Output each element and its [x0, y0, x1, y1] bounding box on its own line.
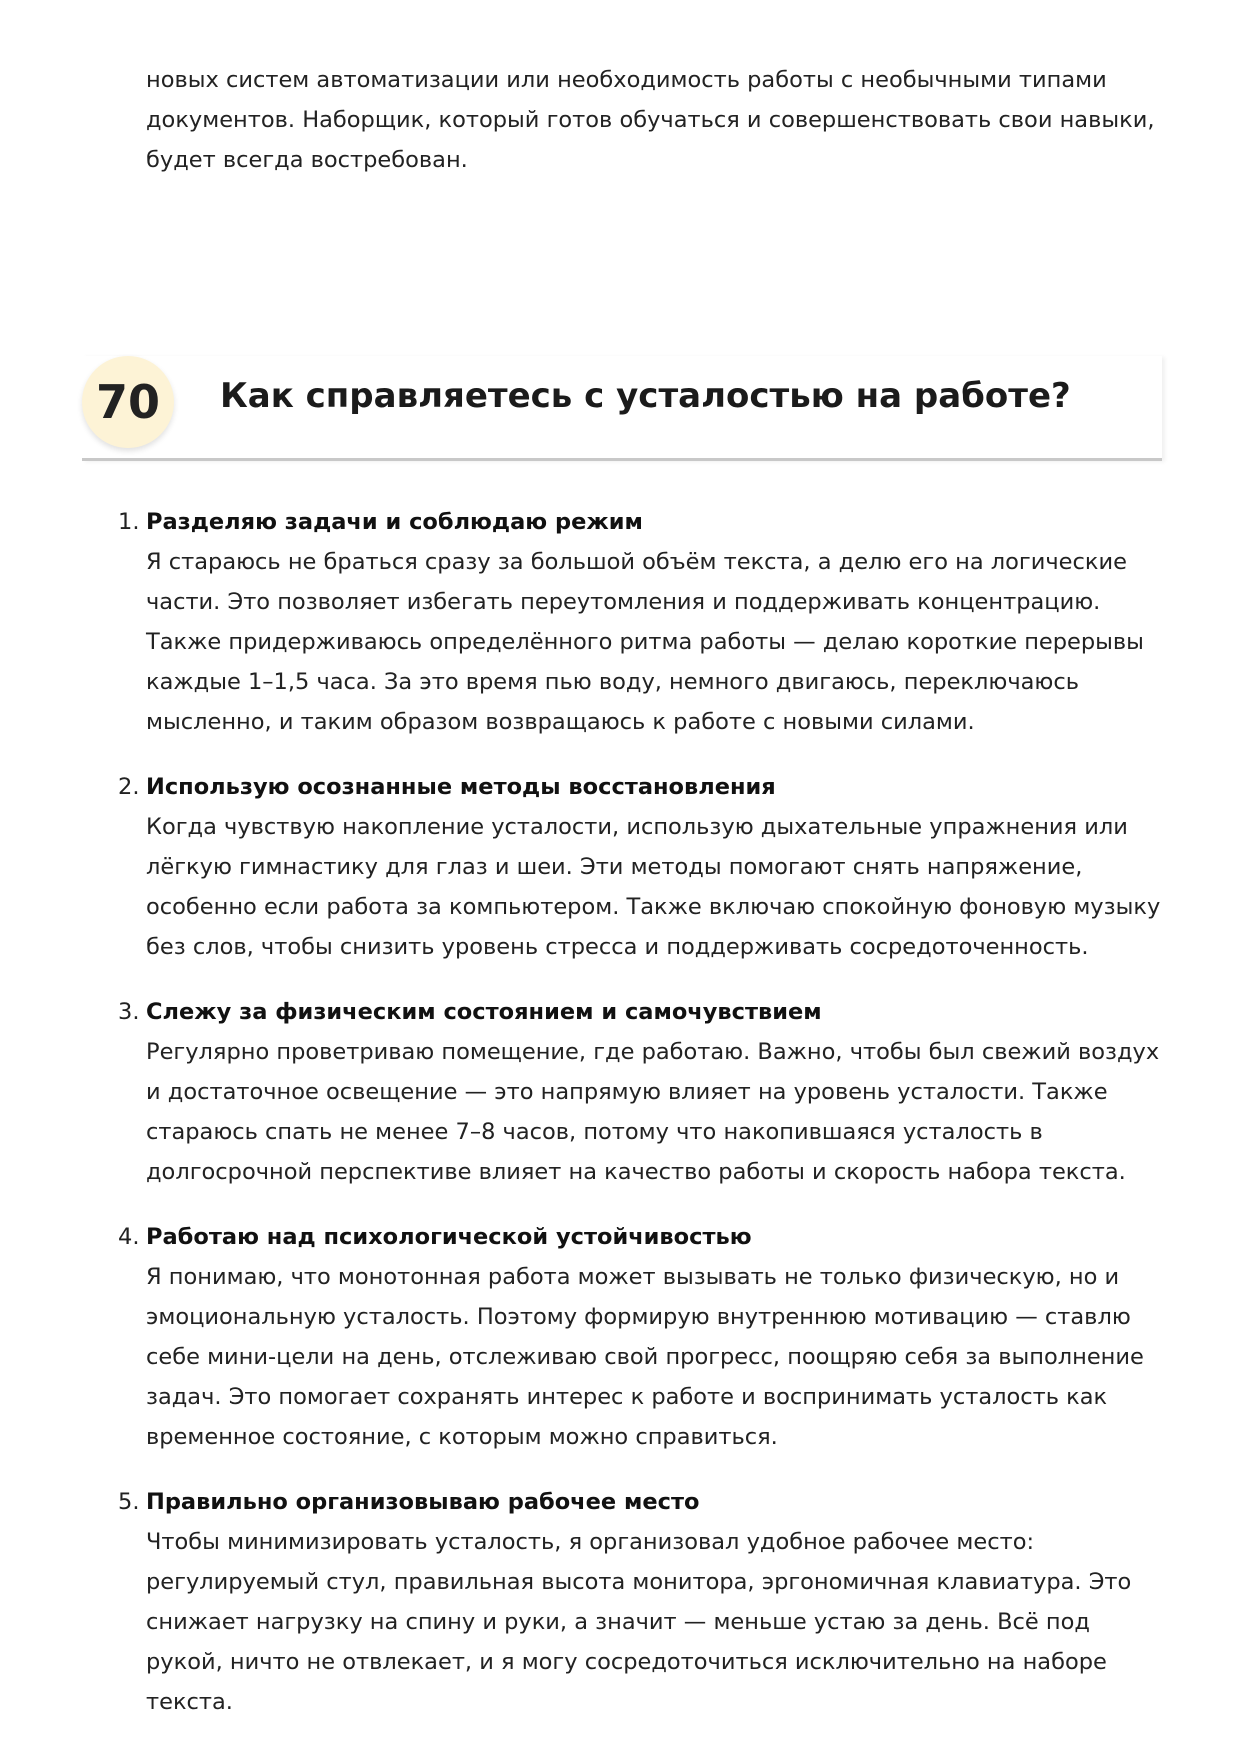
answer-text: Когда чувствую накопление усталости, использую дыхательные упражнения или лёгкую гимнастику для глаз и шеи. Эти методы помогают снять напряжение, особенно если работа за компьютером. Также включаю спокойную фоновую музыку без слов, чтобы снизить уровень стресса и поддерживать сосредоточенность. — [146, 814, 1161, 960]
answer-item-1 — [118, 502, 1166, 742]
answer-list — [118, 502, 1166, 1747]
intro-paragraph: новых систем автоматизации или необходимость работы с необычными типами документов. Наборщик, который готов обучаться и совершенствовать свои навыки, будет всегда востребован. — [146, 67, 1155, 173]
answer-title: Использую осознанные методы восстановления — [146, 774, 776, 800]
answer-number: 4. — [118, 1224, 140, 1250]
answer-number: 1. — [118, 509, 140, 535]
answer-number: 5. — [118, 1489, 140, 1515]
answer-title: Слежу за физическим состоянием и самочувствием — [146, 999, 822, 1025]
question-title: Как справляетесь с усталостью на работе? — [220, 376, 1071, 416]
answer-text: Я понимаю, что монотонная работа может вызывать не только физическую, но и эмоциональную усталость. Поэтому формирую внутреннюю мотивацию — ставлю себе мини-цели на день, отслеживаю свой прогресс, поощряю себя за выполнение задач. Это помогает сохранять интерес к работе и воспринимать усталость как временное состояние, с которым можно справиться. — [146, 1264, 1144, 1450]
answer-item-2 — [118, 767, 1166, 967]
answer-item-5 — [118, 1482, 1166, 1722]
answer-number: 3. — [118, 999, 140, 1025]
answer-text: Регулярно проветриваю помещение, где работаю. Важно, чтобы был свежий воздух и достаточное освещение — это напрямую влияет на уровень усталости. Также стараюсь спать не менее 7–8 часов, потому что накопившаяся усталость в долгосрочной перспективе влияет на качество работы и скорость набора текста. — [146, 1039, 1160, 1185]
question-number-badge: 70 — [82, 356, 174, 448]
answer-number: 2. — [118, 774, 140, 800]
answer-title: Разделяю задачи и соблюдаю режим — [146, 509, 643, 535]
answer-title: Работаю над психологической устойчивостью — [146, 1224, 752, 1250]
answer-title: Правильно организовываю рабочее место — [146, 1489, 700, 1515]
question-header — [82, 356, 1162, 461]
answer-item-4 — [118, 1217, 1166, 1457]
answer-text: Я стараюсь не браться сразу за большой объём текста, а делю его на логические части. Это позволяет избегать переутомления и поддерживать концентрацию. Также придерживаюсь определённого ритма работы — делаю короткие перерывы каждые 1–1,5 часа. За это время пью воду, немного двигаюсь, переключаюсь мысленно, и таким образом возвращаюсь к работе с новыми силами. — [146, 549, 1144, 735]
answer-item-3 — [118, 992, 1166, 1192]
answer-text: Чтобы минимизировать усталость, я организовал удобное рабочее место: регулируемый стул, правильная высота монитора, эргономичная клавиатура. Это снижает нагрузку на спину и руки, а значит — меньше устаю за день. Всё под рукой, ничто не отвлекает, и я могу сосредоточиться исключительно на наборе текста. — [146, 1529, 1132, 1715]
